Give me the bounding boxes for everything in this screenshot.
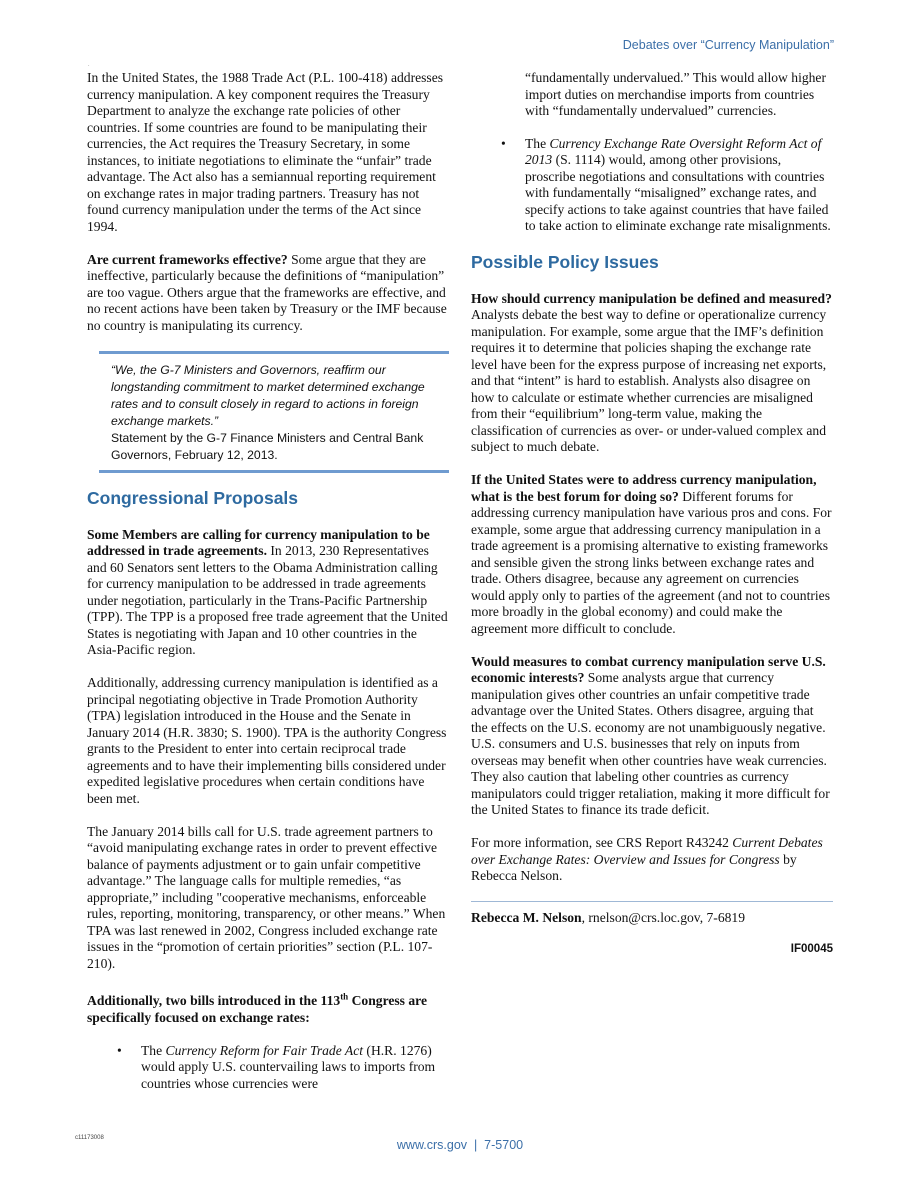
list-text: (H.R. 1276) would apply U.S. countervailing laws to imports from countries whose currencies were <box>141 1042 436 1091</box>
paragraph-text: Some argue that they are ineffective, particularly because the definitions of “manipulation” are too vague. Others argue that the frameworks are effective, and no recent actions have been taken by Treasury or the IMF because no country is manipulating its currency. <box>87 251 447 333</box>
paragraph-text: Different forums for addressing currency manipulation have various pros and cons. For example, some argue that addressing currency manipulation in a trade agreement is a promising alternative to existing frameworks and sensible given the strong links between exchange rates and trade. Others disagree, because any agreement on currencies would apply only to parties of the agreement (and not to countries more broadly in the global economy) and could make the agreement more difficult to conclude. <box>471 488 832 636</box>
paragraph-january-bills: The January 2014 bills call for U.S. trade agreement partners to “avoid manipulating exchange rates in order to prevent effective balance of payments adjustment or to gain unfair competitive advantage.” The language calls for multiple remedies, “as appropriate,” including "cooperative mechanisms, enforceable rules, reporting, monitoring, transparency, or other means.” When TPA was last renewed in 2002, Congress included exchange rate issues in the “promotion of certain priorities” section (P.L. 107-210). <box>87 823 446 971</box>
pull-quote <box>99 351 449 473</box>
paragraph-two-bills <box>87 989 449 1027</box>
quote-source: Statement by the G-7 Finance Ministers and Central Bank Governors, February 12, 2013. <box>111 430 424 462</box>
paragraph-text: Some analysts argue that currency manipulation gives other countries an unfair competitive trade advantage over the United States. Others disagree, arguing that the effects on the U.S. economy are not unambiguously negative. U.S. consumers and U.S. businesses that rely on inputs from overseas may benefit when other countries have weak currencies. They also caution that labeling other countries as currency manipulators could trigger retaliation, making it more difficult for the United States to finance its trade deficit. <box>471 670 830 817</box>
paragraph-trade-act: In the United States, the 1988 Trade Act (P.L. 100-418) addresses currency manipulation. A key component requires the Treasury Department to analyze the exchange rate policies of other countries. If some countries are found to be manipulating their currencies, the Act requires the Treasury Secretary, in some instances, to initiate negotiations to eliminate the “unfair” trade advantage. The Act also has a semiannual reporting requirement on exchange rates in major trading partners. Treasury has not found currency manipulation under the terms of the Act since 1994. <box>87 70 444 234</box>
product-code: IF00045 <box>790 942 833 955</box>
paragraph-text: For more information, see CRS Report R43242 <box>471 835 733 850</box>
paragraph-text: In 2013, 230 Representatives and 60 Senators sent letters to the Obama Administration calling for currency manipulation to be addressed in trade agreements under negotiation, particularly in the Trans-Pacific Partnership (TPP). The TPP is a proposed free trade agreement that the United States is negotiating with Japan and 10 other countries in the Asia-Pacific region. <box>87 543 448 657</box>
bill-title: Currency Exchange Rate Oversight Reform Act of 2013 <box>525 135 822 167</box>
paragraph-interests <box>471 654 833 819</box>
list-item <box>87 1043 449 1093</box>
paragraph-definition <box>471 291 833 456</box>
page-footer: www.crs.gov | 7-5700 <box>396 1138 524 1152</box>
list-item <box>471 136 833 235</box>
paragraph-more-info <box>471 835 833 885</box>
paragraph-members <box>87 527 449 659</box>
bill-list <box>471 136 833 235</box>
list-text: The <box>141 1042 166 1058</box>
section-heading-policy-issues: Possible Policy Issues <box>471 251 659 272</box>
section-heading-congressional-proposals: Congressional Proposals <box>87 487 299 508</box>
list-text: (S. 1114) would, among other provisions, proscribe negotiations and consultations with countries with fundamentally “misaligned” exchange rates, and specify actions to take against countries that have failed to take action to eliminate exchange rate misalignments. <box>525 152 831 233</box>
lead-question: If the United States were to address currency manipulation, what is the best forum for doing so? <box>471 472 817 504</box>
list-text: The <box>525 135 550 151</box>
paragraph-forum <box>471 472 833 637</box>
paragraph-tpa: Additionally, addressing currency manipulation is identified as a principal negotiating objective in Trade Promotion Authority (TPA) legislation introduced in the House and the Senate in January 2014 (H.R. 3830; S. 1900). TPA is the authority Congress grants to the President to enter into certain reciprocal trade agreements and to have their implementing bills considered under expedited legislative procedures when certain conditions have been met. <box>87 675 447 806</box>
bill-title: Currency Reform for Fair Trade Act <box>165 1042 364 1058</box>
quote-text: “We, the G-7 Ministers and Governors, reaffirm our longstanding commitment to market determined exchange rates and to consult closely in regard to actions in foreign exchange markets.” <box>111 362 425 428</box>
author-name: Rebecca M. Nelson <box>471 910 582 925</box>
document-id: c11173008 <box>75 1135 104 1141</box>
left-column <box>87 70 449 1108</box>
lead-question: Would measures to combat currency manipulation serve U.S. economic interests? <box>471 653 826 685</box>
page-mark: . <box>88 62 90 68</box>
bill-list <box>87 1043 449 1093</box>
lead-question: Are current frameworks effective? <box>87 251 288 267</box>
bold-text: Congress are specifically focused on exchange rates: <box>87 993 427 1025</box>
report-title: Current Debates over Exchange Rates: Overview and Issues for Congress <box>471 835 823 867</box>
running-header: Debates over “Currency Manipulation” <box>622 38 834 52</box>
right-column <box>471 70 833 957</box>
bold-text: Additionally, two bills introduced in the 113 <box>87 993 341 1009</box>
paragraph-frameworks <box>87 252 449 335</box>
paragraph-text: by Rebecca Nelson. <box>471 851 797 883</box>
list-item-continued: “fundamentally undervalued.” This would allow higher import duties on merchandise imports from countries with “fundamentally undervalued” currencies. <box>525 70 826 118</box>
lead-question: How should currency manipulation be defined and measured? <box>471 290 832 306</box>
paragraph-text: Analysts debate the best way to define or operationalize currency manipulation. For example, some argue that the IMF’s definition requires it to determine that policies shaping the exchange rate level have been for the express purpose of increasing net exports, and that “intent” is hard to establish. Analysts also disagree on how to calculate or estimate whether currencies are misaligned from their “equilibrium” long-term value, making the classification of currencies as over- or under-valued complex and subject to much debate. <box>471 307 827 454</box>
author-contact: , rnelson@crs.loc.gov, 7-6819 <box>581 910 746 925</box>
lead-sentence: Some Members are calling for currency manipulation to be addressed in trade agreements. <box>87 526 430 558</box>
author-line <box>471 901 833 927</box>
superscript: th <box>340 991 349 1002</box>
